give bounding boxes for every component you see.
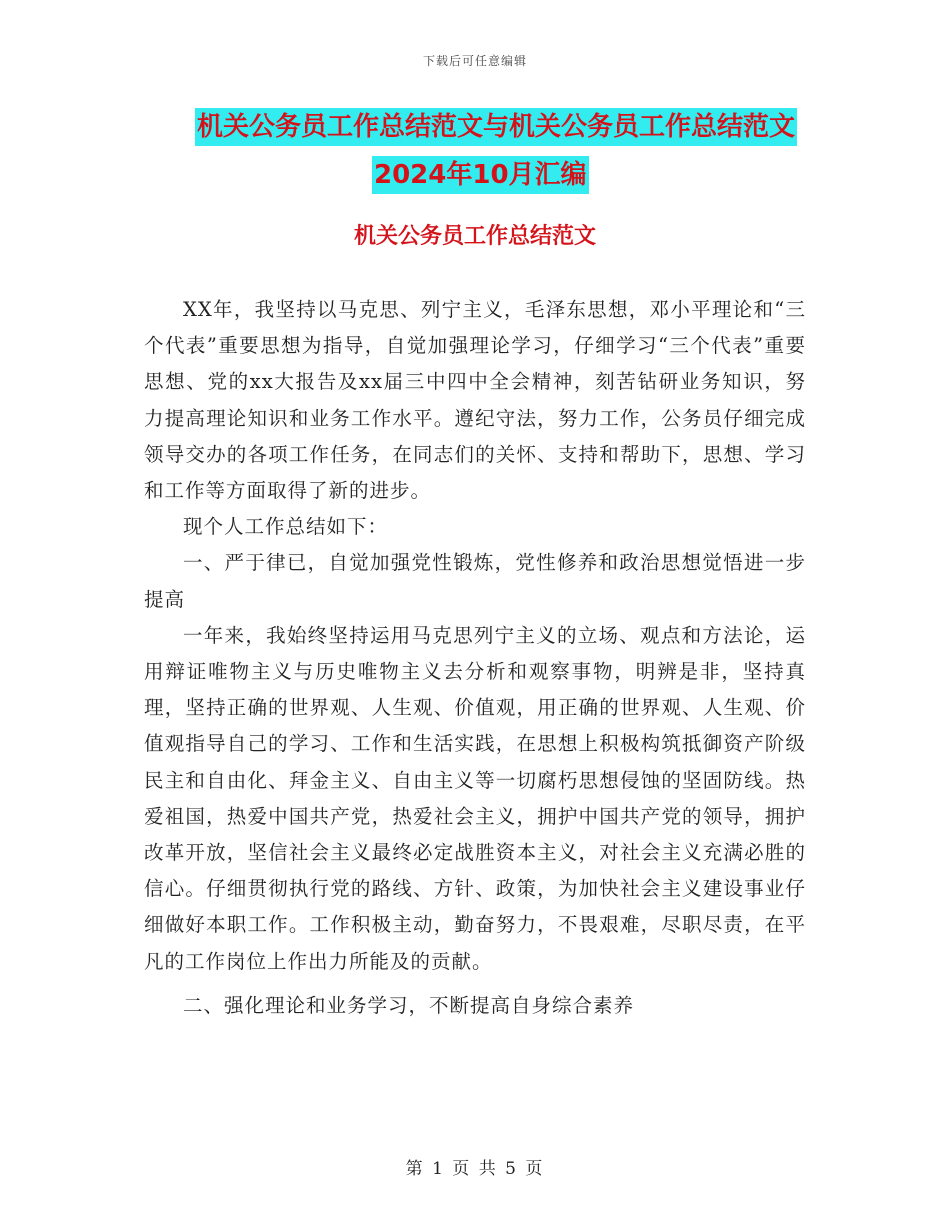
paragraph-intro: XX年，我坚持以马克思、列宁主义，毛泽东思想，邓小平理论和“三个代表”重要思想为指导，自觉加强理论学习，仔细学习“三个代表”重要思想、党的xx大报告及xx届三中四中全会精神，刻苦钻研业务知识，努力提高理论知识和业务工作水平。遵纪守法，努力工作，公务员仔细完成领导交办的各项工作任务，在同志们的关怀、支持和帮助下，思想、学习和工作等方面取得了新的进步。: [144, 298, 806, 503]
paragraph-summary-lead: 现个人工作总结如下：: [183, 515, 389, 539]
title-line-2: 2024年10月汇编: [372, 156, 589, 194]
document-body: [144, 292, 806, 1024]
title-line-1: 机关公务员工作总结范文与机关公务员工作总结范文: [195, 108, 797, 146]
paragraph-heading-2: 二、强化理论和业务学习，不断提高自身综合素养: [183, 993, 635, 1017]
paragraph-heading-1: 一、严于律已，自觉加强党性锻炼，党性修养和政治思想觉悟进一步提高: [144, 551, 806, 611]
page-number: 第 1 页 共 5 页: [405, 1159, 545, 1179]
page-header-note: 下载后可任意编辑: [422, 54, 527, 68]
section-title: 机关公务员工作总结范文: [353, 224, 596, 249]
paragraph-body-1: 一年来，我始终坚持运用马克思列宁主义的立场、观点和方法论，运用辩证唯物主义与历史唯物主义去分析和观察事物，明辨是非，坚持真理，坚持正确的世界观、人生观、价值观，用正确的世界观、人生观、价值观指导自己的学习、工作和生活实践，在思想上积极构筑抵御资产阶级民主和自由化、拜金主义、自由主义等一切腐朽思想侵蚀的坚固防线。热爱祖国，热爱中国共产党，热爱社会主义，拥护中国共产党的领导，拥护改革开放，坚信社会主义最终必定战胜资本主义，对社会主义充满必胜的信心。仔细贯彻执行党的路线、方针、政策，为加快社会主义建设事业仔细做好本职工作。工作积极主动，勤奋努力，不畏艰难，尽职尽责，在平凡的工作岗位上作出力所能及的贡献。: [144, 623, 806, 973]
